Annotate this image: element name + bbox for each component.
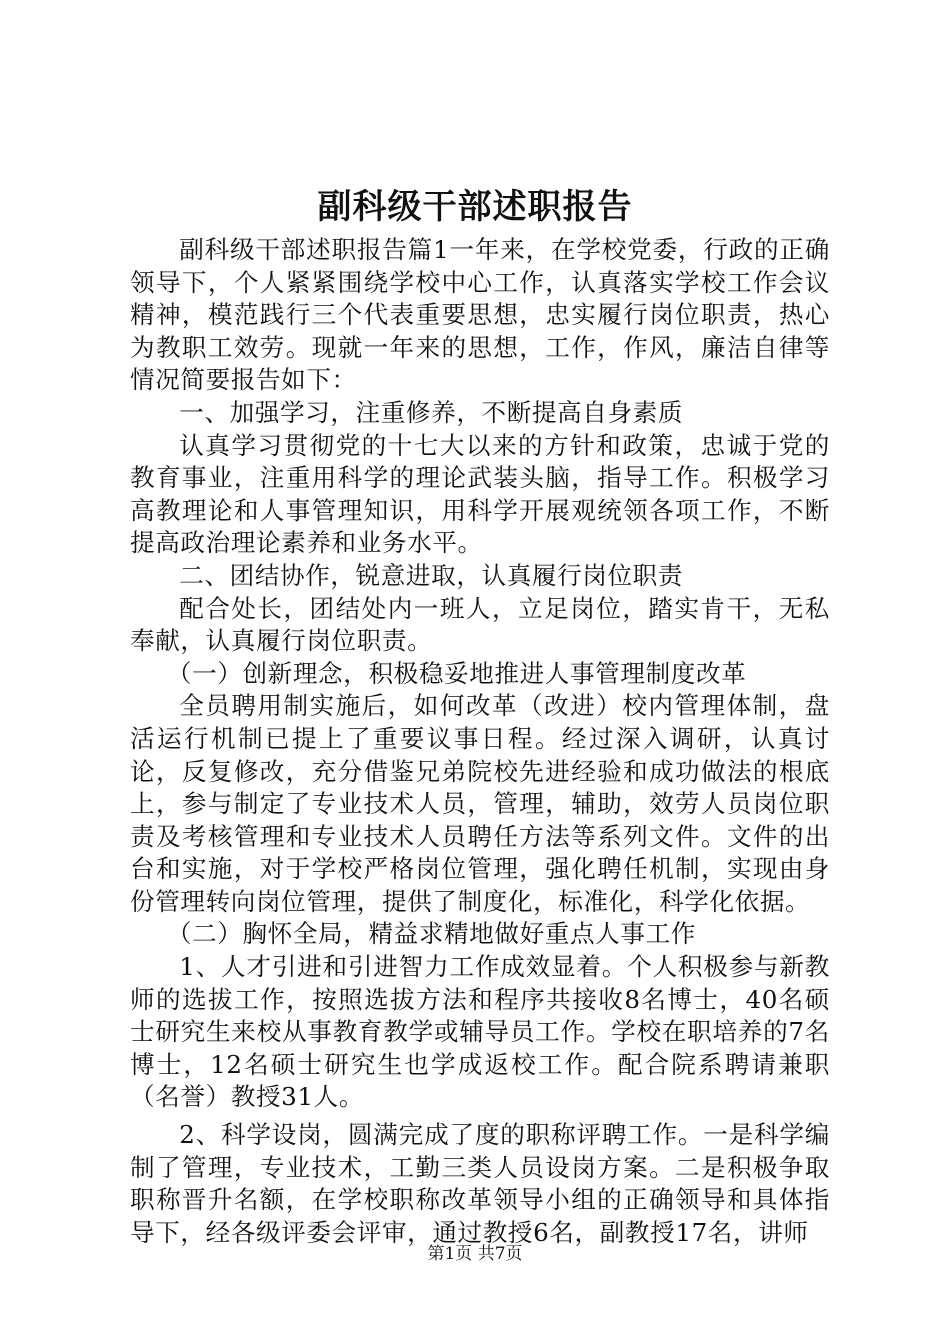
document-title: 副科级干部述职报告 xyxy=(317,187,633,227)
item-1-paragraph: 1、人才引进和引进智力工作成效显着。个人积极参与新教师的选拔工作，按照选拔方法和程序共接收8名博士，40名硕士研究生来校从事教育教学或辅导员工作。学校在职培养的7名博士，12名硕士研究生也学成返校工作。配合院系聘请兼职（名誉）教授31人。 xyxy=(130,952,830,1112)
section-1-paragraph: 认真学习贯彻党的十七大以来的方针和政策，忠诚于党的教育事业，注重用科学的理论武装头脑，指导工作。积极学习高教理论和人事管理知识，用科学开展观统领各项工作，不断提高政治理论素养和业务水平。 xyxy=(130,430,830,558)
subsection-heading-2: （二）胸怀全局，精益求精地做好重点人事工作 xyxy=(166,919,696,949)
item-2-paragraph: 2、科学设岗，圆满完成了度的职称评聘工作。一是科学编制了管理，专业技术，工勤三类人员设岗方案。二是积极争取职称晋升名额，在学校职称改革领导小组的正确领导和具体指导下，经各级评委会评审，通过教授6名，副教授17名，讲师 xyxy=(130,1120,830,1247)
section-heading-1: 一、加强学习，注重修养，不断提高自身素质 xyxy=(179,397,684,427)
subsection-1-paragraph: 全员聘用制实施后，如何改革（改进）校内管理体制，盘活运行机制已提上了重要议事日程。经过深入调研，认真讨论，反复修改，充分借鉴兄弟院校先进经验和成功做法的根底上，参与制定了专业技术人员，管理，辅助，效劳人员岗位职责及考核管理和专业技术人员聘任方法等系列文件。文件的出台和实施，对于学校严格岗位管理，强化聘任机制，实现由身份管理转向岗位管理，提供了制度化，标准化，科学化依据。 xyxy=(130,691,830,916)
section-2-paragraph: 配合处长，团结处内一班人，立足岗位，踏实肯干，无私奉献，认真履行岗位职责。 xyxy=(130,593,830,656)
intro-paragraph: 副科级干部述职报告篇1一年来，在学校党委，行政的正确领导下，个人紧紧围绕学校中心工作，认真落实学校工作会议精神，模范践行三个代表重要思想，忠实履行岗位职责，热心为教职工效劳。现就一年来的思想，工作，作风，廉洁自律等情况简要报告如下： xyxy=(130,235,830,395)
document-body xyxy=(130,234,830,1249)
subsection-heading-1: （一）创新理念，积极稳妥地推进人事管理制度改革 xyxy=(166,658,747,688)
page-footer: 第1页 共7页 xyxy=(427,1244,523,1264)
section-heading-2: 二、团结协作，锐意进取，认真履行岗位职责 xyxy=(179,560,684,590)
